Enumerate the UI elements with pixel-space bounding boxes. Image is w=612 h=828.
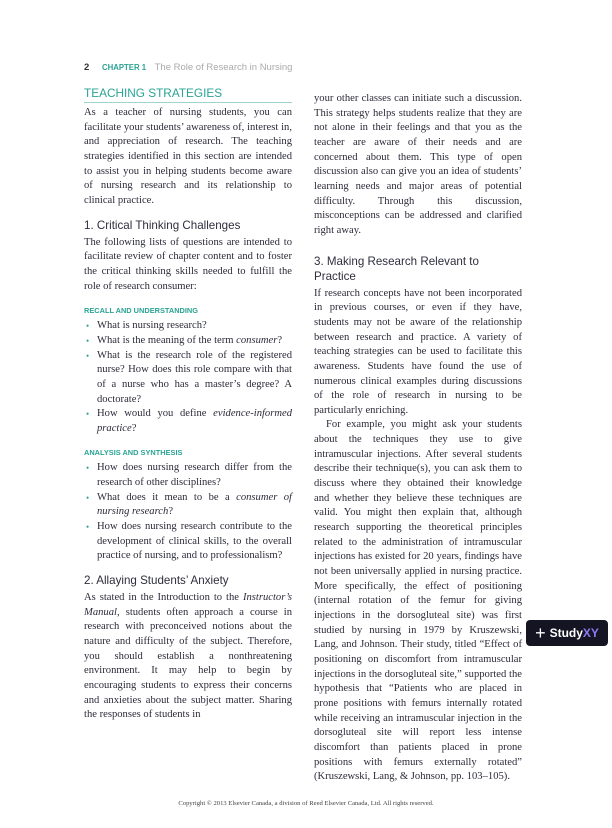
anxiety-paragraph-continued: your other classes can initiate such a discussion. This strategy helps students realize that they are not alone in their feelings and that you as the teacher are aware of their needs and are concerned about them. This type of open discussion also can give you an idea of students’ learning needs and major areas of potential difficulty. Through this discussion, misconceptions can be addressed and clarified right away.: [314, 93, 522, 236]
heading-making-research-relevant: 3. Making Research Relevant to Practice: [314, 254, 479, 283]
bullet-icon: •: [86, 463, 90, 474]
analysis-heading: ANALYSIS AND SYNTHESIS: [84, 448, 183, 458]
heading-critical-thinking: 1. Critical Thinking Challenges: [84, 218, 241, 232]
item-text: ?: [277, 334, 283, 346]
item-emphasis: consumer: [236, 334, 278, 346]
text: , students often approach a course in research with preconceived notions about the nature and difficulty of the subject. Therefore, you should establish a nonthreatening environment. It may help to begin by encouraging students to express their concerns and anxieties about the subject matter. Sharing the responses of students in: [84, 606, 292, 721]
item-text: What is nursing research?: [97, 320, 207, 332]
bullet-icon: •: [86, 350, 90, 361]
page-number: 2: [84, 62, 90, 73]
bullet-icon: •: [86, 335, 90, 346]
list-item: [84, 349, 292, 408]
badge-brand-accent: XY: [582, 626, 599, 640]
item-emphasis: consumer of nursing research: [97, 491, 292, 518]
copyright-footer: Copyright © 2013 Elsevier Canada, a division of Reed Elsevier Canada, Ltd. All rights reserved.: [178, 799, 434, 807]
item-text: What is the meaning of the term: [97, 334, 237, 346]
columns: [84, 86, 612, 785]
item-text: What does it mean to be a: [97, 491, 237, 503]
list-item: [84, 491, 292, 520]
relevance-paragraph-2: For example, you might ask your students about the techniques they use to give intramuscular injections. After several students describe their technique(s), you can ask them to discuss where they obtained their knowledge and whether they believe these techniques are valid. You might then explain that, although research supporting the theoretical principles related to the administration of intramuscular injections has existed for 20 years, findings have not been universally applied in nursing practice. More specifically, the effect of positioning (internal rotation of the femur for giving injections in the dorsogluteal site) was first studied by nursing in 1979 by Kruszewski, Lang, and Johnson. Their study, titled “Effect of positioning on discomfort from intramuscular injections in the dorsogluteal site,” supported the hypothesis that “Patients who are placed in prone positions with femurs internally rotated while receiving an intramuscular injection in the dorsogluteal site will report less intense discomfort than patients placed in prone positions with femurs externally rotated” (Kruszewski, Lang, & Johnson, pp. 103–105).: [314, 419, 522, 783]
plus-icon: +: [535, 622, 546, 643]
analysis-list: [84, 461, 292, 564]
chapter-label: CHAPTER 1: [101, 63, 147, 72]
intro-paragraph: As a teacher of nursing students, you can facilitate your students’ awareness of, interest in, and appreciation of research. The teaching strategies identified in this section are intended to assist you in helping students become aware of nursing research and its relationship to clinical practice.: [84, 107, 292, 206]
recall-heading: RECALL AND UNDERSTANDING: [84, 306, 199, 316]
badge-brand: Study: [549, 626, 583, 640]
item-text: What is the research role of the registered nurse? How does this role compare with that of a nurse who has a master’s degree? A doctorate?: [97, 349, 292, 405]
right-column: [314, 92, 522, 785]
manual-title: Instructor’s Manual: [84, 592, 292, 618]
item-text: ?: [168, 506, 174, 518]
critical-thinking-paragraph: The following lists of questions are intended to facilitate review of chapter content and to foster the critical thinking skills needed to fulfill the role of research consumer:: [84, 236, 292, 292]
relevance-paragraph-1: If research concepts have not been incorporated in previous courses, or even if they have, students may not be aware of the relationship between research and practice. A variety of teaching strategies can be used to facilitate this awareness. Students have found the use of numerous clinical examples during discussions of the role of research in nursing to be particularly enriching.: [314, 287, 522, 416]
bullet-icon: •: [86, 409, 90, 420]
section-title: TEACHING STRATEGIES: [84, 86, 292, 103]
item-text: ?: [131, 422, 137, 434]
anxiety-paragraph: [84, 591, 292, 723]
chapter-title: The Role of Research in Nursing: [154, 62, 293, 73]
running-header: [84, 62, 612, 78]
recall-list: [84, 319, 292, 436]
left-column: [84, 86, 292, 723]
item-text: How does nursing research contribute to the development of clinical skills, to the overall practice of nursing, and to professionalism?: [97, 521, 292, 562]
text: As stated in the Introduction to the: [84, 592, 243, 604]
list-item: [84, 461, 292, 490]
list-item: [84, 319, 292, 334]
item-text: How would you define: [97, 408, 214, 420]
bullet-icon: •: [86, 522, 90, 533]
list-item: [84, 334, 292, 349]
bullet-icon: •: [86, 321, 90, 332]
list-item: [84, 407, 292, 436]
bullet-icon: •: [86, 492, 90, 503]
item-emphasis: evidence-informed practice: [97, 408, 292, 434]
studyxy-badge[interactable]: [526, 620, 608, 646]
item-text: How does nursing research differ from the research of other disciplines?: [97, 462, 292, 489]
list-item: [84, 520, 292, 564]
heading-allaying-anxiety: 2. Allaying Students’ Anxiety: [84, 574, 229, 588]
